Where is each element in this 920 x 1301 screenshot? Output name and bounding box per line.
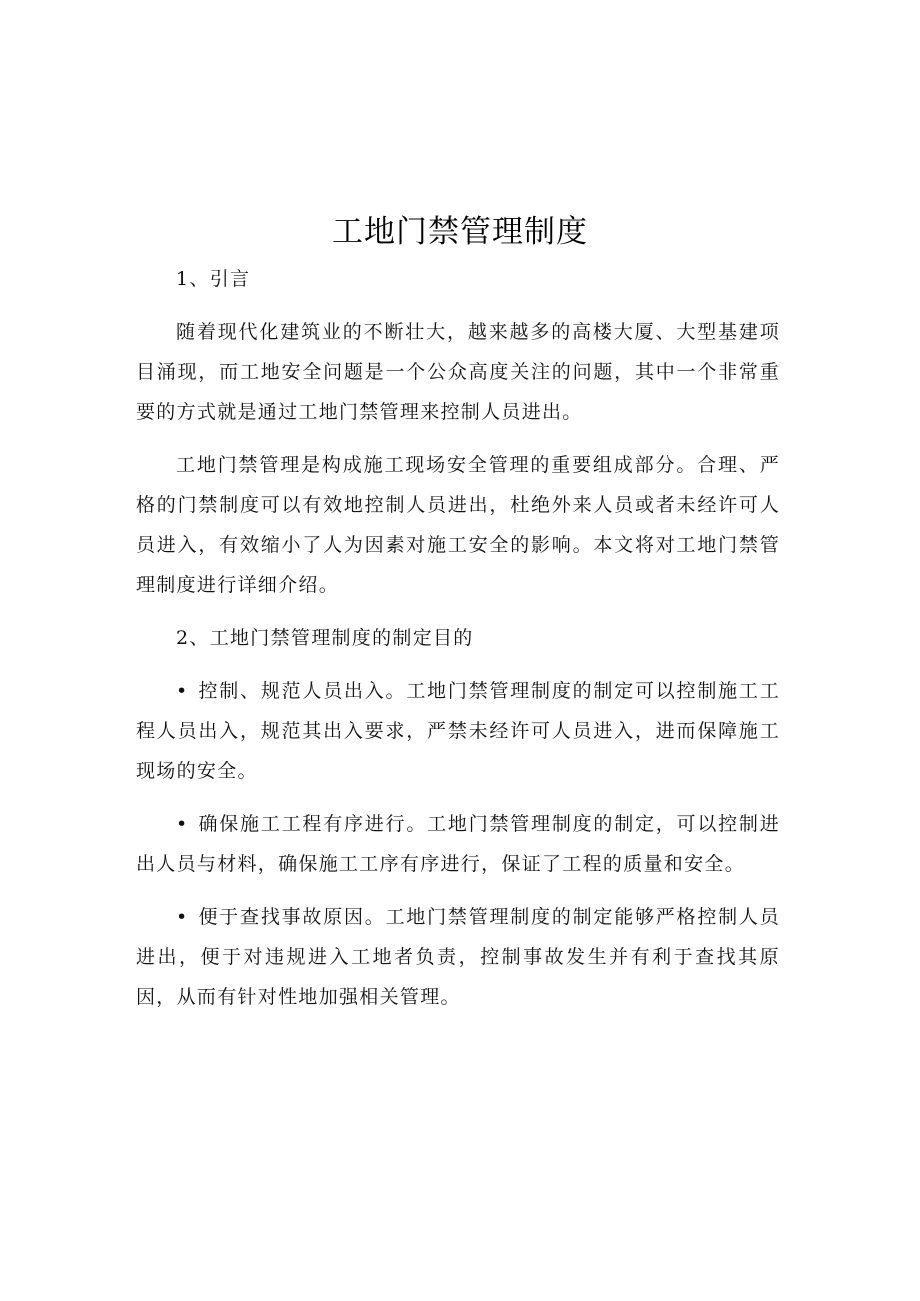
section-heading-purpose: 2、工地门禁管理制度的制定目的 <box>176 627 474 649</box>
document-title: 工地门禁管理制度 <box>332 214 588 250</box>
paragraph-intro-1: 随着现代化建筑业的不断壮大，越来越多的高楼大厦、大型基建项目涌现，而工地安全问题是一个公众高度关注的问题，其中一个非常重要的方式就是通过工地门禁管理来控制人员进出。 <box>136 321 780 423</box>
bullet-text: 控制、规范人员出入。工地门禁管理制度的制定可以控制施工工程人员出入，规范其出入要求，严禁未经许可人员进入，进而保障施工现场的安全。 <box>136 680 780 782</box>
bullet-marker: • <box>176 680 189 702</box>
bullet-text: 确保施工工程有序进行。工地门禁管理制度的制定，可以控制进出人员与材料，确保施工工序有序进行，保证了工程的质量和安全。 <box>136 813 780 875</box>
bullet-marker: • <box>176 906 189 928</box>
purpose-bullet-item <box>136 804 780 884</box>
document-body <box>136 259 780 1030</box>
purpose-bullet-item <box>136 897 780 1017</box>
section-heading-introduction: 1、引言 <box>176 268 251 290</box>
bullet-text: 便于查找事故原因。工地门禁管理制度的制定能够严格控制人员进出，便于对违规进入工地者负责，控制事故发生并有利于查找其原因，从而有针对性地加强相关管理。 <box>136 906 780 1008</box>
bullet-marker: • <box>176 813 189 835</box>
paragraph-intro-2: 工地门禁管理是构成施工现场安全管理的重要组成部分。合理、严格的门禁制度可以有效地控制人员进出，杜绝外来人员或者未经许可人员进入，有效缩小了人为因素对施工安全的影响。本文将对工地门禁管理制度进行详细介绍。 <box>136 454 780 596</box>
purpose-bullet-item <box>136 671 780 791</box>
